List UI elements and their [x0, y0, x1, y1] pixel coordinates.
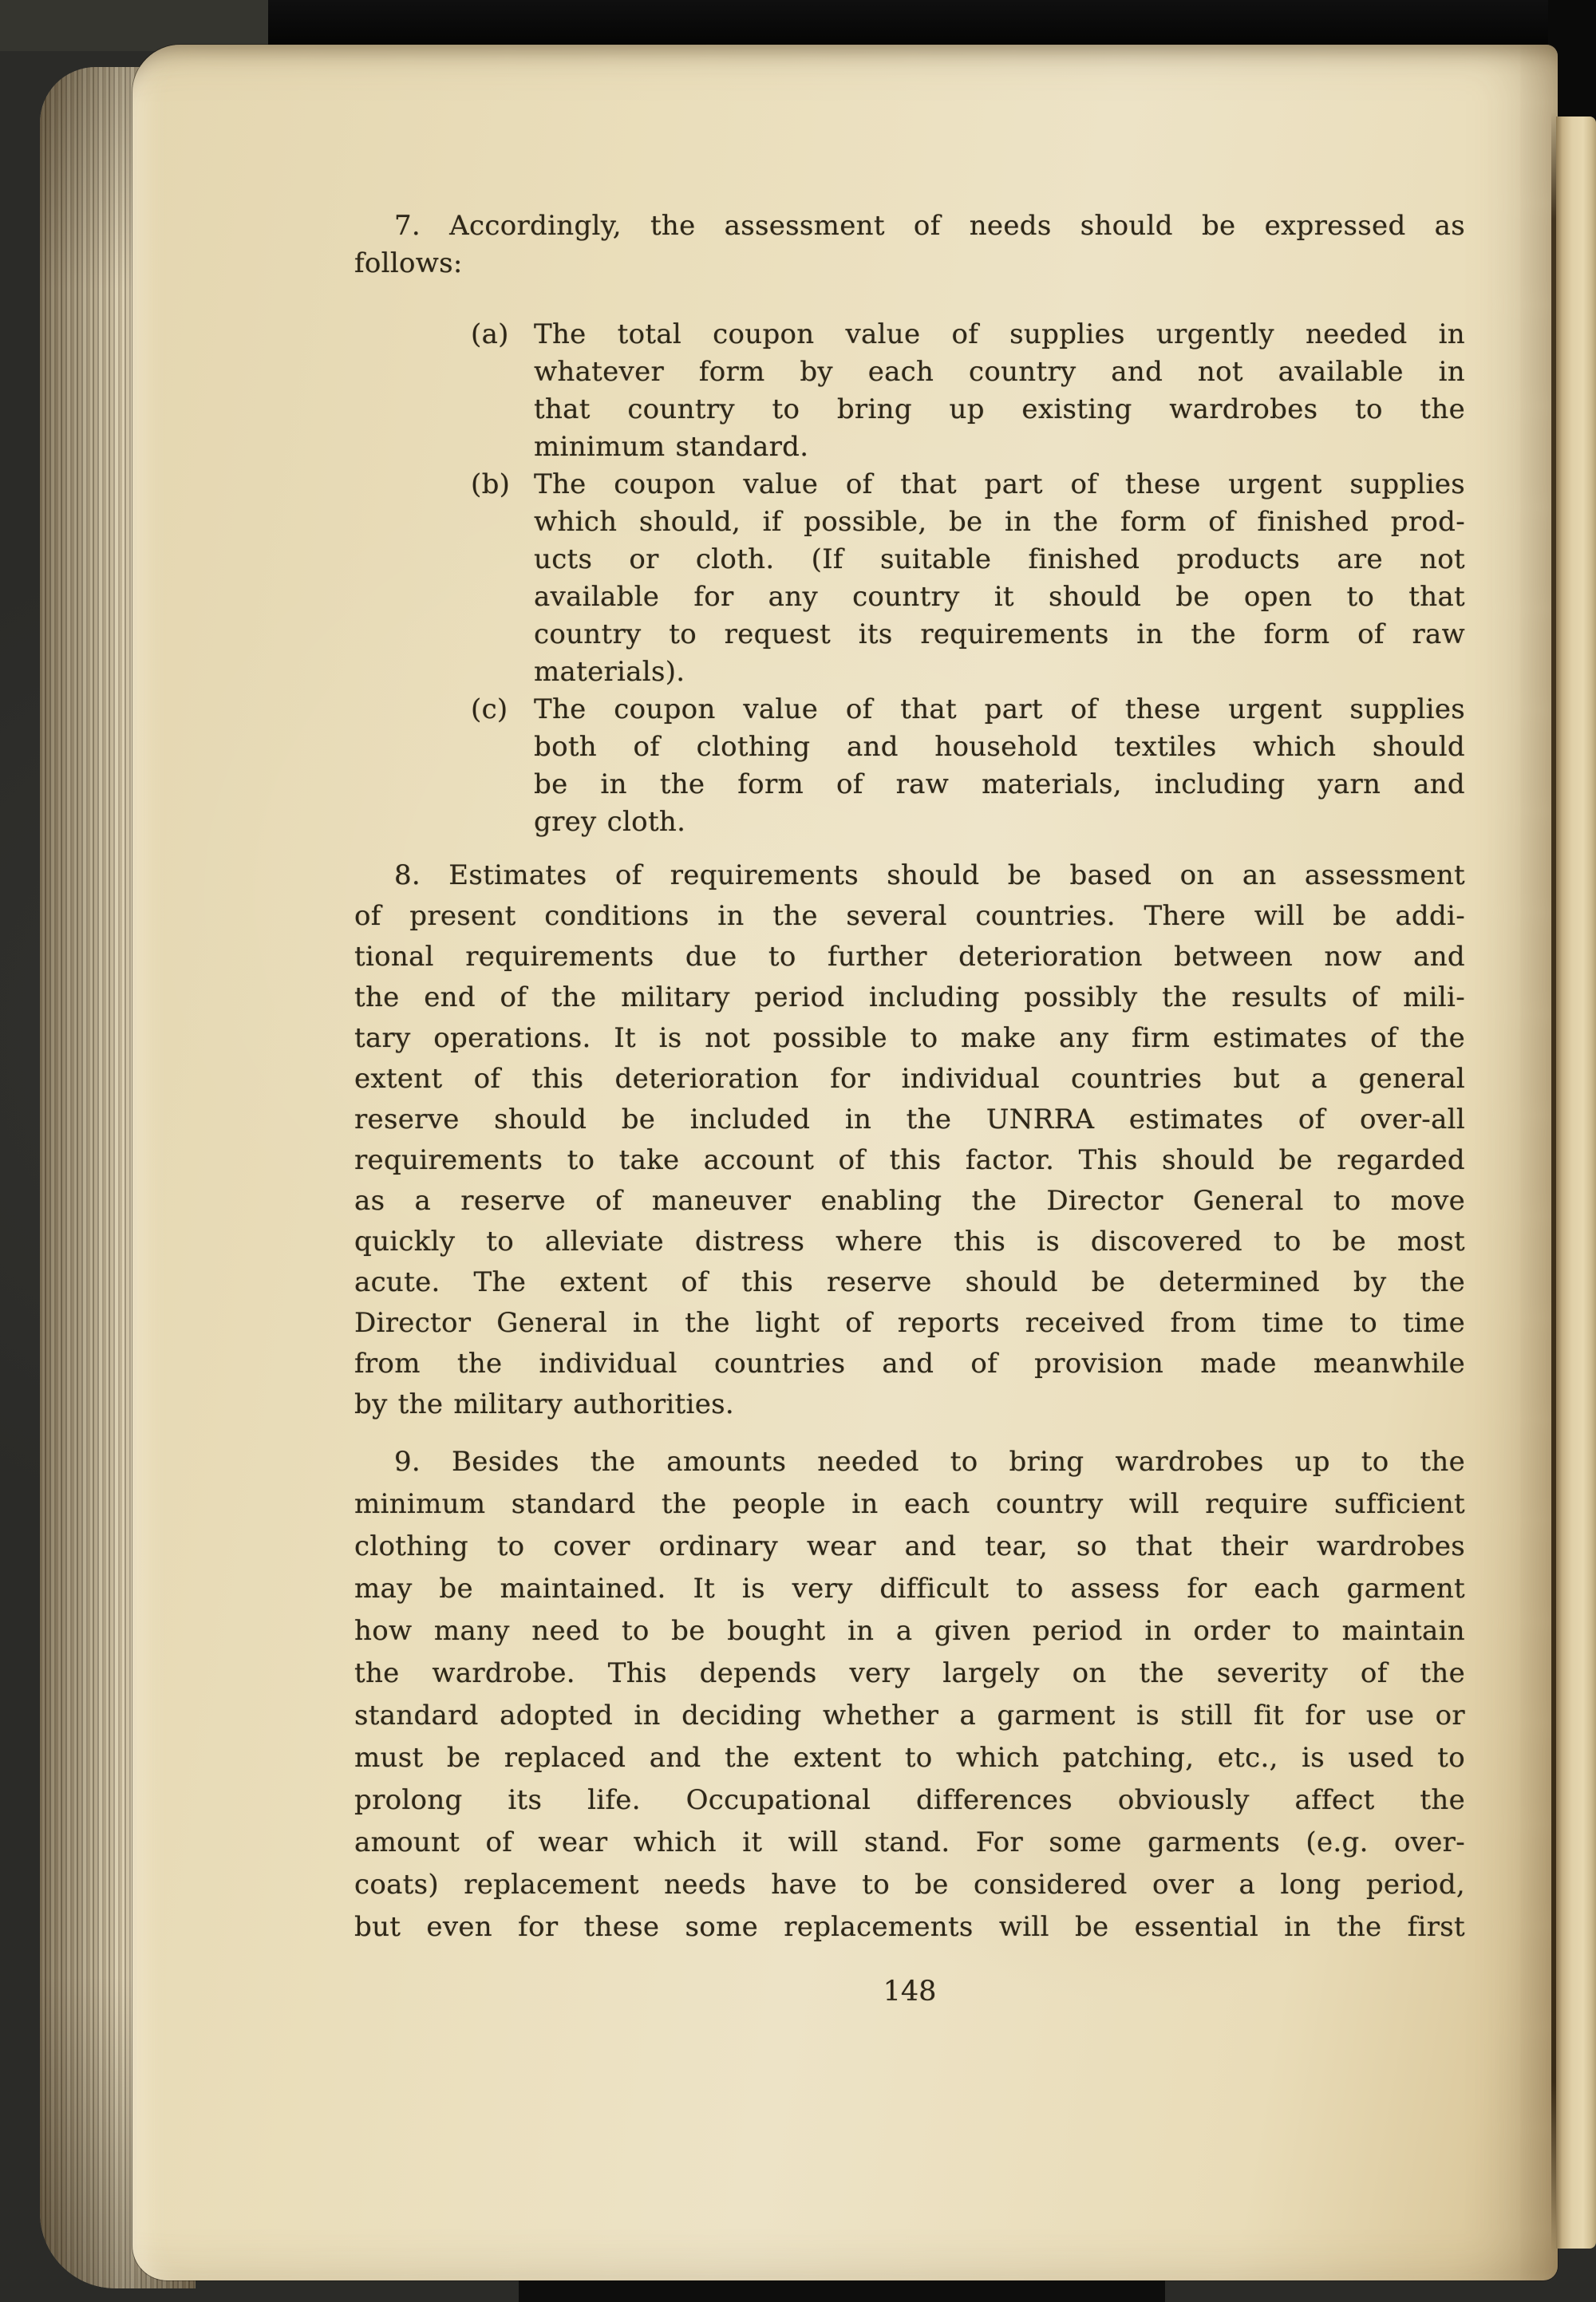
- text-line: by the military authorities.: [354, 1388, 734, 1420]
- scanner-black-bar-top: [268, 0, 1596, 46]
- facing-page-sliver: [1556, 116, 1596, 2249]
- paragraph-7: [354, 207, 1465, 282]
- text-line: reserve should be included in the UNRRA estimates of over-all: [354, 1104, 1465, 1135]
- list-item-label: (a): [471, 318, 509, 350]
- paragraph-8: [354, 855, 1465, 1425]
- text-line: coats) replacement needs have to be considered over a long period,: [354, 1869, 1465, 1901]
- text-line: from the individual countries and of provision made meanwhile: [354, 1348, 1465, 1380]
- text-line: be in the form of raw materials, including yarn and: [534, 768, 1465, 800]
- text-line: country to request its requirements in the form of raw: [534, 618, 1465, 650]
- text-line: tary operations. It is not possible to make any firm estimates of the: [354, 1022, 1465, 1054]
- text-line: amount of wear which it will stand. For some garments (e.g. over-: [354, 1826, 1465, 1858]
- text-line: the end of the military period including possibly the results of mili-: [354, 981, 1465, 1013]
- list-item-label: (c): [471, 693, 508, 725]
- text-line: Director General in the light of reports received from time to time: [354, 1307, 1465, 1339]
- list-a-b-c: [354, 316, 1465, 841]
- text-line: which should, if possible, be in the form of finished prod-: [534, 506, 1465, 538]
- text-line: (b) The coupon value of that part of these urgent supplies: [354, 466, 1465, 503]
- text-line: clothing to cover ordinary wear and tear, so that their wardrobes: [354, 1530, 1465, 1562]
- text-line: as a reserve of maneuver enabling the Director General to move: [354, 1185, 1465, 1217]
- text-line: may be maintained. It is very difficult to assess for each garment: [354, 1573, 1465, 1605]
- text-line: minimum standard the people in each country will require sufficient: [354, 1488, 1465, 1520]
- text-line: 7. Accordingly, the assessment of needs should be expressed as: [394, 210, 1465, 242]
- text-line: quickly to alleviate distress where this is discovered to be most: [354, 1226, 1465, 1258]
- text-line: tional requirements due to further deterioration between now and: [354, 941, 1465, 973]
- text-line: materials).: [534, 656, 685, 688]
- text-line: 9. Besides the amounts needed to bring wardrobes up to the: [394, 1446, 1465, 1478]
- text-line: available for any country it should be open to that: [534, 581, 1465, 613]
- text-line: 8. Estimates of requirements should be based on an assessment: [394, 859, 1465, 891]
- text-line: minimum standard.: [534, 431, 809, 463]
- text-line: ucts or cloth. (If suitable finished products are not: [534, 543, 1465, 575]
- text-line: of present conditions in the several countries. There will be addi-: [354, 900, 1465, 932]
- text-line: whatever form by each country and not available in: [534, 356, 1465, 388]
- text-line: follows:: [354, 247, 463, 279]
- text-line: (a) The total coupon value of supplies urgently needed in: [354, 316, 1465, 353]
- text-line: must be replaced and the extent to which patching, etc., is used to: [354, 1742, 1465, 1774]
- text-line: prolong its life. Occupational differences obviously affect the: [354, 1784, 1465, 1816]
- list-item-label: (b): [471, 468, 511, 500]
- text-line: standard adopted in deciding whether a garment is still fit for use or: [354, 1700, 1465, 1731]
- text-line: how many need to be bought in a given period in order to maintain: [354, 1615, 1465, 1647]
- text-line: grey cloth.: [534, 806, 686, 838]
- text-line: but even for these some replacements will be essential in the first: [354, 1911, 1465, 1943]
- book-page: [132, 45, 1558, 2280]
- text-line: both of clothing and household textiles which should: [534, 731, 1465, 763]
- page-number: 148: [883, 1976, 937, 2008]
- text-line: the wardrobe. This depends very largely on the severity of the: [354, 1657, 1465, 1689]
- text-line: requirements to take account of this factor. This should be regarded: [354, 1144, 1465, 1176]
- text-line: extent of this deterioration for individual countries but a general: [354, 1063, 1465, 1095]
- text-line: acute. The extent of this reserve should be determined by the: [354, 1266, 1465, 1298]
- text-line: that country to bring up existing wardrobes to the: [534, 393, 1465, 425]
- text-line: (c) The coupon value of that part of these urgent supplies: [354, 691, 1465, 729]
- paragraph-9: [354, 1441, 1465, 1949]
